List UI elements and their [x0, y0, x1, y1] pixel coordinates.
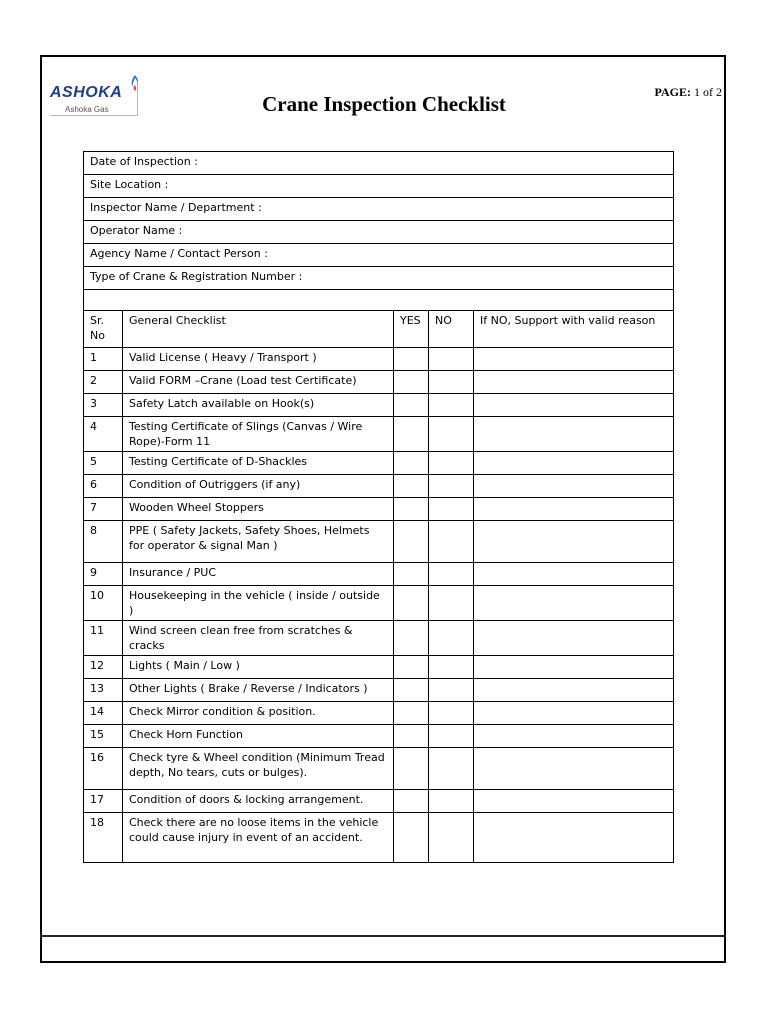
item-sr: 7 — [84, 498, 123, 521]
info-row — [84, 267, 674, 290]
item-text: Testing Certificate of D-Shackles — [123, 452, 394, 475]
reason-cell[interactable] — [474, 725, 674, 748]
item-text: Check there are no loose items in the vehicle could cause injury in event of an accident. — [123, 813, 394, 863]
table-row — [84, 417, 674, 452]
table-row — [84, 371, 674, 394]
no-cell[interactable] — [429, 790, 474, 813]
item-text: Lights ( Main / Low ) — [123, 656, 394, 679]
col-header-checklist: General Checklist — [123, 311, 394, 348]
yes-cell[interactable] — [394, 790, 429, 813]
item-sr: 13 — [84, 679, 123, 702]
yes-cell[interactable] — [394, 498, 429, 521]
yes-cell[interactable] — [394, 563, 429, 586]
no-cell[interactable] — [429, 621, 474, 656]
item-text: Housekeeping in the vehicle ( inside / outside ) — [123, 586, 394, 621]
yes-cell[interactable] — [394, 748, 429, 790]
item-text: PPE ( Safety Jackets, Safety Shoes, Helmets for operator & signal Man ) — [123, 521, 394, 563]
item-sr: 6 — [84, 475, 123, 498]
col-header-sr: Sr. No — [84, 311, 123, 348]
item-text: Wind screen clean free from scratches & cracks — [123, 621, 394, 656]
item-sr: 8 — [84, 521, 123, 563]
yes-cell[interactable] — [394, 452, 429, 475]
reason-cell[interactable] — [474, 521, 674, 563]
no-cell[interactable] — [429, 348, 474, 371]
reason-cell[interactable] — [474, 748, 674, 790]
no-cell[interactable] — [429, 586, 474, 621]
reason-cell[interactable] — [474, 498, 674, 521]
item-sr: 15 — [84, 725, 123, 748]
item-text: Condition of doors & locking arrangement. — [123, 790, 394, 813]
table-row — [84, 813, 674, 863]
info-field-operator[interactable]: Operator Name : — [84, 221, 674, 244]
item-text: Check Horn Function — [123, 725, 394, 748]
yes-cell[interactable] — [394, 679, 429, 702]
no-cell[interactable] — [429, 563, 474, 586]
item-sr: 11 — [84, 621, 123, 656]
yes-cell[interactable] — [394, 621, 429, 656]
item-sr: 18 — [84, 813, 123, 863]
no-cell[interactable] — [429, 702, 474, 725]
col-header-reason: If NO, Support with valid reason — [474, 311, 674, 348]
item-sr: 4 — [84, 417, 123, 452]
table-row — [84, 725, 674, 748]
info-field-site[interactable]: Site Location : — [84, 175, 674, 198]
info-row — [84, 198, 674, 221]
table-row — [84, 702, 674, 725]
reason-cell[interactable] — [474, 679, 674, 702]
reason-cell[interactable] — [474, 790, 674, 813]
item-sr: 10 — [84, 586, 123, 621]
table-row — [84, 656, 674, 679]
no-cell[interactable] — [429, 498, 474, 521]
yes-cell[interactable] — [394, 702, 429, 725]
item-sr: 9 — [84, 563, 123, 586]
info-field-inspector[interactable]: Inspector Name / Department : — [84, 198, 674, 221]
footer-divider — [40, 935, 726, 937]
item-sr: 12 — [84, 656, 123, 679]
document-title: Crane Inspection Checklist — [262, 92, 506, 116]
spacer-row — [84, 290, 674, 311]
info-row — [84, 152, 674, 175]
no-cell[interactable] — [429, 725, 474, 748]
no-cell[interactable] — [429, 394, 474, 417]
info-row — [84, 175, 674, 198]
item-text: Check Mirror condition & position. — [123, 702, 394, 725]
table-header-row — [84, 311, 674, 348]
item-text: Insurance / PUC — [123, 563, 394, 586]
item-text: Other Lights ( Brake / Reverse / Indicators ) — [123, 679, 394, 702]
yes-cell[interactable] — [394, 813, 429, 863]
item-sr: 16 — [84, 748, 123, 790]
reason-cell[interactable] — [474, 348, 674, 371]
table-row — [84, 790, 674, 813]
no-cell[interactable] — [429, 475, 474, 498]
item-sr: 1 — [84, 348, 123, 371]
item-sr: 5 — [84, 452, 123, 475]
yes-cell[interactable] — [394, 348, 429, 371]
no-cell[interactable] — [429, 452, 474, 475]
reason-cell[interactable] — [474, 371, 674, 394]
info-field-agency[interactable]: Agency Name / Contact Person : — [84, 244, 674, 267]
reason-cell[interactable] — [474, 702, 674, 725]
page-prefix: PAGE: — [654, 85, 691, 99]
table-row — [84, 748, 674, 790]
checklist-table — [83, 151, 674, 863]
table-row — [84, 521, 674, 563]
table-row — [84, 679, 674, 702]
reason-cell[interactable] — [474, 621, 674, 656]
yes-cell[interactable] — [394, 371, 429, 394]
yes-cell[interactable] — [394, 475, 429, 498]
item-text: Valid License ( Heavy / Transport ) — [123, 348, 394, 371]
item-sr: 2 — [84, 371, 123, 394]
item-text: Condition of Outriggers (if any) — [123, 475, 394, 498]
no-cell[interactable] — [429, 679, 474, 702]
table-row — [84, 452, 674, 475]
reason-cell[interactable] — [474, 563, 674, 586]
item-text: Check tyre & Wheel condition (Minimum Tread depth, No tears, cuts or bulges). — [123, 748, 394, 790]
item-text: Safety Latch available on Hook(s) — [123, 394, 394, 417]
item-text: Testing Certificate of Slings (Canvas / Wire Rope)-Form 11 — [123, 417, 394, 452]
no-cell[interactable] — [429, 813, 474, 863]
info-row — [84, 244, 674, 267]
yes-cell[interactable] — [394, 521, 429, 563]
table-row — [84, 348, 674, 371]
yes-cell[interactable] — [394, 586, 429, 621]
item-text: Valid FORM –Crane (Load test Certificate) — [123, 371, 394, 394]
reason-cell[interactable] — [474, 656, 674, 679]
yes-cell[interactable] — [394, 656, 429, 679]
reason-cell[interactable] — [474, 452, 674, 475]
no-cell[interactable] — [429, 656, 474, 679]
flame-icon — [130, 74, 140, 92]
table-row — [84, 586, 674, 621]
col-header-no: NO — [429, 311, 474, 348]
no-cell[interactable] — [429, 417, 474, 452]
spacer-cell — [84, 290, 674, 311]
col-header-yes: YES — [394, 311, 429, 348]
table-row — [84, 621, 674, 656]
table-row — [84, 498, 674, 521]
item-text: Wooden Wheel Stoppers — [123, 498, 394, 521]
info-field-date[interactable]: Date of Inspection : — [84, 152, 674, 175]
yes-cell[interactable] — [394, 417, 429, 452]
reason-cell[interactable] — [474, 475, 674, 498]
item-sr: 17 — [84, 790, 123, 813]
page-number: 1 of 2 — [694, 85, 722, 99]
page-indicator — [655, 85, 722, 100]
reason-cell[interactable] — [474, 394, 674, 417]
item-sr: 14 — [84, 702, 123, 725]
info-field-crane-type[interactable]: Type of Crane & Registration Number : — [84, 267, 674, 290]
no-cell[interactable] — [429, 371, 474, 394]
no-cell[interactable] — [429, 521, 474, 563]
info-row — [84, 221, 674, 244]
reason-cell[interactable] — [474, 813, 674, 863]
yes-cell[interactable] — [394, 394, 429, 417]
logo-subtitle: Ashoka Gas — [65, 105, 109, 114]
table-row — [84, 563, 674, 586]
logo-wordmark: ASHOKA — [50, 84, 123, 101]
reason-cell[interactable] — [474, 586, 674, 621]
reason-cell[interactable] — [474, 417, 674, 452]
table-row — [84, 394, 674, 417]
item-sr: 3 — [84, 394, 123, 417]
no-cell[interactable] — [429, 748, 474, 790]
table-row — [84, 475, 674, 498]
yes-cell[interactable] — [394, 725, 429, 748]
